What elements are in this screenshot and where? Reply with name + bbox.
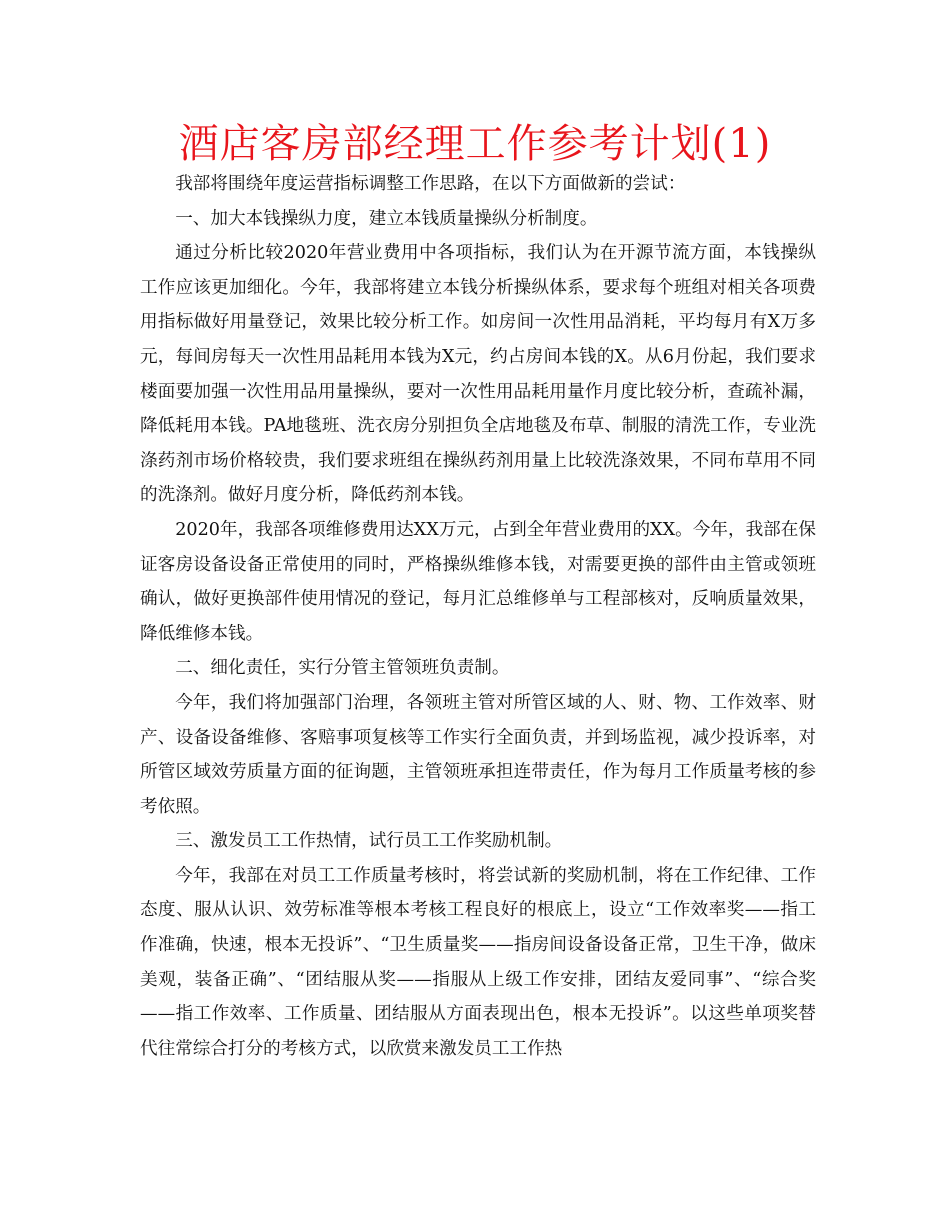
- document-body: [140, 167, 816, 1066]
- section-heading-responsibility: 二、细化责任，实行分管主管领班负责制。: [175, 658, 510, 679]
- paragraph-incentive: 今年，我部在对员工工作质量考核时，将尝试新的奖励机制，将在工作纪律、工作态度、服从认识、效劳标准等根本考核工程良好的根底上，设立“工作效率奖——指工作准确，快速，根本无投诉”、“卫生质量奖——指房间设备设备正常，卫生干净，做床美观，装备正确”、“团结服从奖——指服从上级工作安排，团结友爱同事”、“综合奖——指工作效率、工作质量、团结服从方面表现出色，根本无投诉”。以这些单项奖替代往常综合打分的考核方式，以欣赏来激发员工工作热: [140, 865, 816, 1059]
- paragraph-maintenance-cost: 2020年，我部各项维修费用达XX万元，占到全年营业费用的XX。今年，我部在保证客房设备设备正常使用的同时，严格操纵维修本钱，对需要更换的部件由主管或领班确认，做好更换部件使用情况的登记，每月汇总维修单与工程部核对，反响质量效果，降低维修本钱。: [140, 519, 816, 644]
- paragraph-cost-analysis: 通过分析比较2020年营业费用中各项指标，我们认为在开源节流方面，本钱操纵工作应该更加细化。今年，我部将建立本钱分析操纵体系，要求每个班组对相关各项费用指标做好用量登记，效果比较分析工作。如房间一次性用品消耗，平均每月有X万多元，每间房每天一次性用品耗用本钱为X元，约占房间本钱的X。从6月份起，我们要求楼面要加强一次性用品用量操纵，要对一次性用品耗用量作月度比较分析，查疏补漏，降低耗用本钱。PA地毯班、洗衣房分别担负全店地毯及布草、制服的清洗工作，专业洗涤药剂市场价格较贵，我们要求班组在操纵药剂用量上比较洗涤效果，不同布草用不同的洗涤剂。做好月度分析，降低药剂本钱。: [140, 243, 816, 506]
- paragraph-intro: 我部将围绕年度运营指标调整工作思路，在以下方面做新的尝试：: [175, 174, 686, 194]
- document-title: 酒店客房部经理工作参考计划(1): [178, 121, 772, 167]
- section-heading-cost-control: 一、加大本钱操纵力度，建立本钱质量操纵分析制度。: [175, 208, 598, 229]
- section-heading-incentive: 三、激发员工工作热情，试行员工工作奖励机制。: [175, 831, 563, 852]
- paragraph-responsibility: 今年，我们将加强部门治理，各领班主管对所管区域的人、财、物、工作效率、财产、设备设备维修、客赔事项复核等工作实行全面负责，并到场监视，减少投诉率，对所管区域效劳质量方面的征询题，主管领班承担连带责任，作为每月工作质量考核的参考依照。: [140, 692, 816, 817]
